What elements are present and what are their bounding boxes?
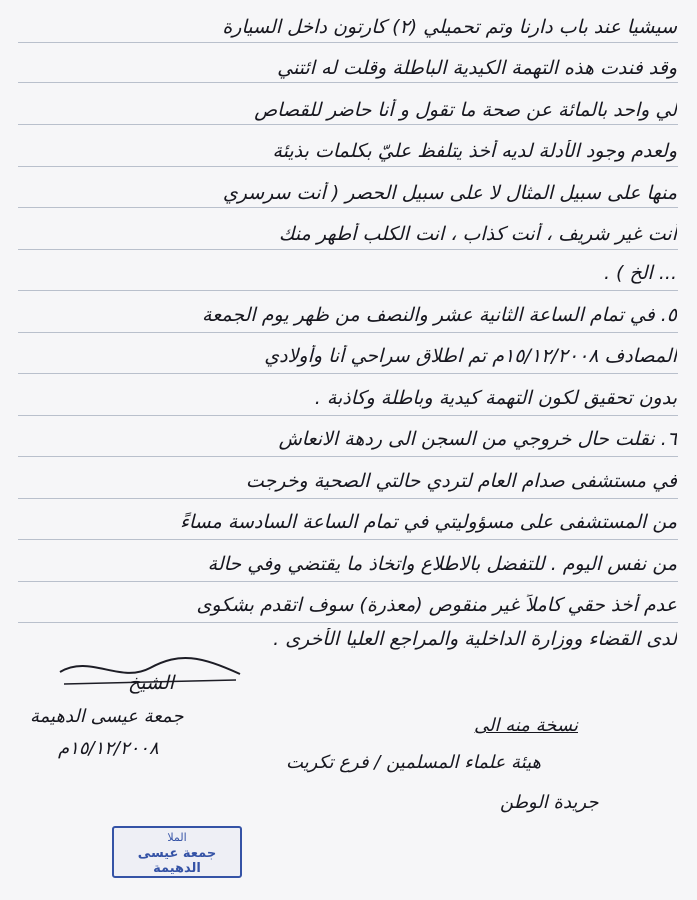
ruled-line — [18, 415, 678, 416]
ruled-line — [18, 82, 678, 83]
stamp-line: الملا — [167, 831, 187, 844]
letter-line: ولعدم وجود الأدلة لديه أخذ يتلفظ عليّ بكلمات بذيئة — [272, 140, 677, 162]
ruled-line — [18, 373, 678, 374]
letter-line: بدون تحقيق لكون التهمة كيدية وباطلة وكاذبة . — [314, 387, 677, 409]
letter-line: سيشيا عند باب دارنا وتم تحميلي (٢) كارتون داخل السيارة — [222, 16, 677, 38]
ruled-line — [18, 207, 678, 208]
letter-line: أنت غير شريف ، أنت كذاب ، انت الكلب أطهر منك — [278, 223, 677, 245]
letter-line: ٦. نقلت حال خروجي من السجن الى ردهة الانعاش — [278, 428, 677, 450]
ruled-line — [18, 456, 678, 457]
letter-line: لدى القضاء ووزارة الداخلية والمراجع العليا الأخرى . — [273, 628, 677, 650]
letter-line: ... الخ ) . — [603, 262, 677, 284]
ruled-line — [18, 166, 678, 167]
official-stamp — [112, 826, 242, 878]
letter-line: منها على سبيل المثال لا على سبيل الحصر ( أنت سرسري — [222, 182, 677, 204]
letter-line: وقد فندت هذه التهمة الكيدية الباطلة وقلت له ائتني — [277, 57, 677, 79]
letter-line: المصادف ١٥/١٢/٢٠٠٨م تم اطلاق سراحي أنا وأولادي — [264, 345, 677, 367]
ruled-line — [18, 42, 678, 43]
signer-title: الشيخ — [128, 672, 175, 694]
ruled-line — [18, 622, 678, 623]
ruled-line — [18, 581, 678, 582]
ruled-line — [18, 249, 678, 250]
letter-date: ١٥/١٢/٢٠٠٨م — [58, 738, 159, 759]
letter-line: من المستشفى على مسؤوليتي في تمام الساعة السادسة مساءً — [179, 511, 677, 533]
copy-to-recipient: جريدة الوطن — [500, 792, 599, 813]
letter-line: عدم أخذ حقي كاملاً غير منقوص (معذرة) سوف اتقدم بشكوى — [196, 594, 677, 616]
ruled-line — [18, 498, 678, 499]
copy-to-recipient: هيئة علماء المسلمين / فرع تكريت — [286, 752, 542, 773]
letter-line: في مستشفى صدام العام لتردي حالتي الصحية وخرجت — [245, 470, 677, 492]
stamp-line: جمعة عيسى الدهيمة — [137, 846, 217, 876]
copy-to-heading: نسخة منه الى — [474, 715, 578, 736]
ruled-line — [18, 290, 678, 291]
letter-line: من نفس اليوم . للتفضل بالاطلاع واتخاذ ما يقتضي وفي حالة — [207, 553, 677, 575]
signer-name: جمعة عيسى الدهيمة — [30, 706, 184, 727]
ruled-line — [18, 332, 678, 333]
letter-line: لي واحد بالمائة عن صحة ما تقول و أنا حاضر للقصاص — [254, 99, 677, 121]
ruled-line — [18, 124, 678, 125]
letter-line: ٥. في تمام الساعة الثانية عشر والنصف من ظهر يوم الجمعة — [202, 304, 677, 326]
ruled-line — [18, 539, 678, 540]
